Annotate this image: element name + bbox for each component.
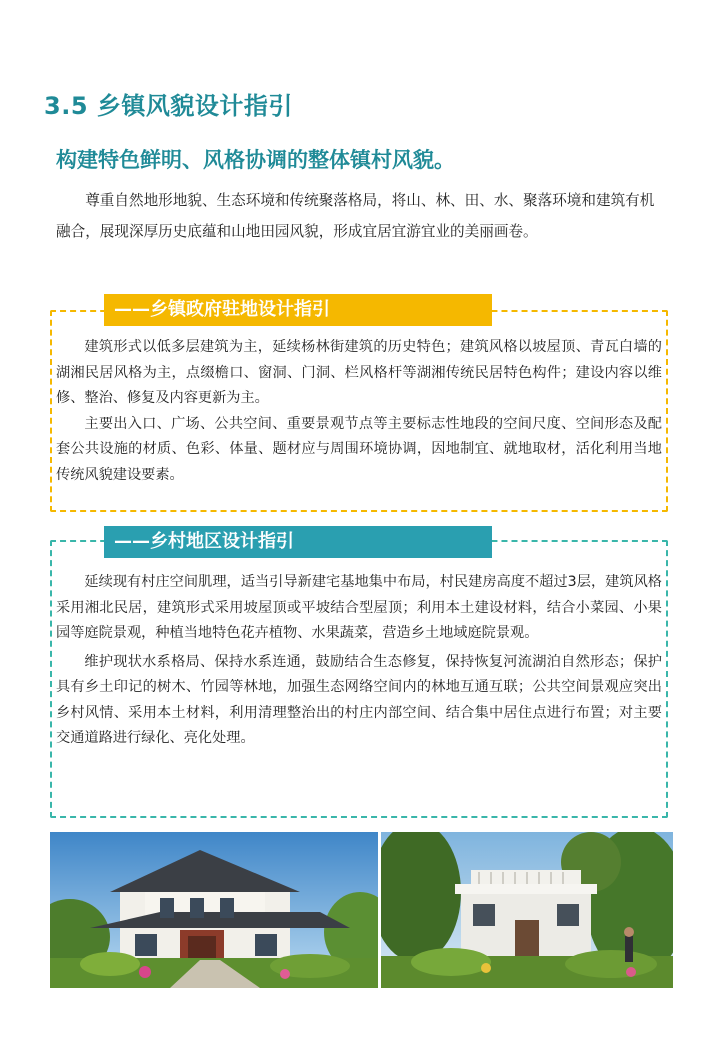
town-guideline-body	[56, 335, 662, 488]
cottage-rendering-illustration	[381, 832, 673, 988]
rural-guideline-body	[56, 570, 662, 752]
town-guideline-heading: ——乡镇政府驻地设计指引	[104, 294, 492, 326]
section-subtitle: 构建特色鲜明、风格协调的整体镇村风貌。	[56, 148, 455, 172]
section-title: 3.5 乡镇风貌设计指引	[44, 92, 293, 120]
villa-rendering-illustration	[50, 832, 378, 988]
town-guideline-paragraph: 主要出入口、广场、公共空间、重要景观节点等主要标志性地段的空间尺度、空间形态及配套公共设施的材质、色彩、体量、题材应与周围环境协调，因地制宜、就地取材，活化利用当地传统风貌建设要素。	[56, 415, 662, 483]
rural-guideline-paragraph: 延续现有村庄空间肌理，适当引导新建宅基地集中布局，村民建房高度不超过3层，建筑风格采用湘北民居，建筑形式采用坡屋顶或平坡结合型屋顶；利用本土建设材料，结合小菜园、小果园等庭院景观，种植当地特色花卉植物、水果蔬菜，营造乡土地域庭院景观。	[56, 574, 662, 641]
rural-guideline-heading: ——乡村地区设计指引	[104, 526, 492, 558]
cottage-rendering-photo	[381, 832, 673, 988]
intro-paragraph: 尊重自然地形地貌、生态环境和传统聚落格局，将山、林、田、水、聚落环境和建筑有机融合，展现深厚历史底蕴和山地田园风貌，形成宜居宜游宜业的美丽画卷。	[56, 192, 655, 240]
rural-guideline-paragraph: 维护现状水系格局、保持水系连通，鼓励结合生态修复，保持恢复河流湖泊自然形态；保护具有乡土印记的树木、竹园等林地，加强生态网络空间内的林地互通互联；公共空间景观应突出乡村风情、采用本土材料，利用清理整治出的村庄内部空间、结合集中居住点进行布置；对主要交通道路进行绿化、亮化处理。	[56, 653, 662, 746]
town-guideline-paragraph: 建筑形式以低多层建筑为主，延续杨林街建筑的历史特色；建筑风格以坡屋顶、青瓦白墙的湖湘民居风格为主，点缀檐口、窗洞、门洞、栏风格杆等湖湘传统民居特色构件；建设内容以维修、整治、修复及内容更新为主。	[56, 339, 662, 406]
villa-rendering-photo	[50, 832, 378, 988]
